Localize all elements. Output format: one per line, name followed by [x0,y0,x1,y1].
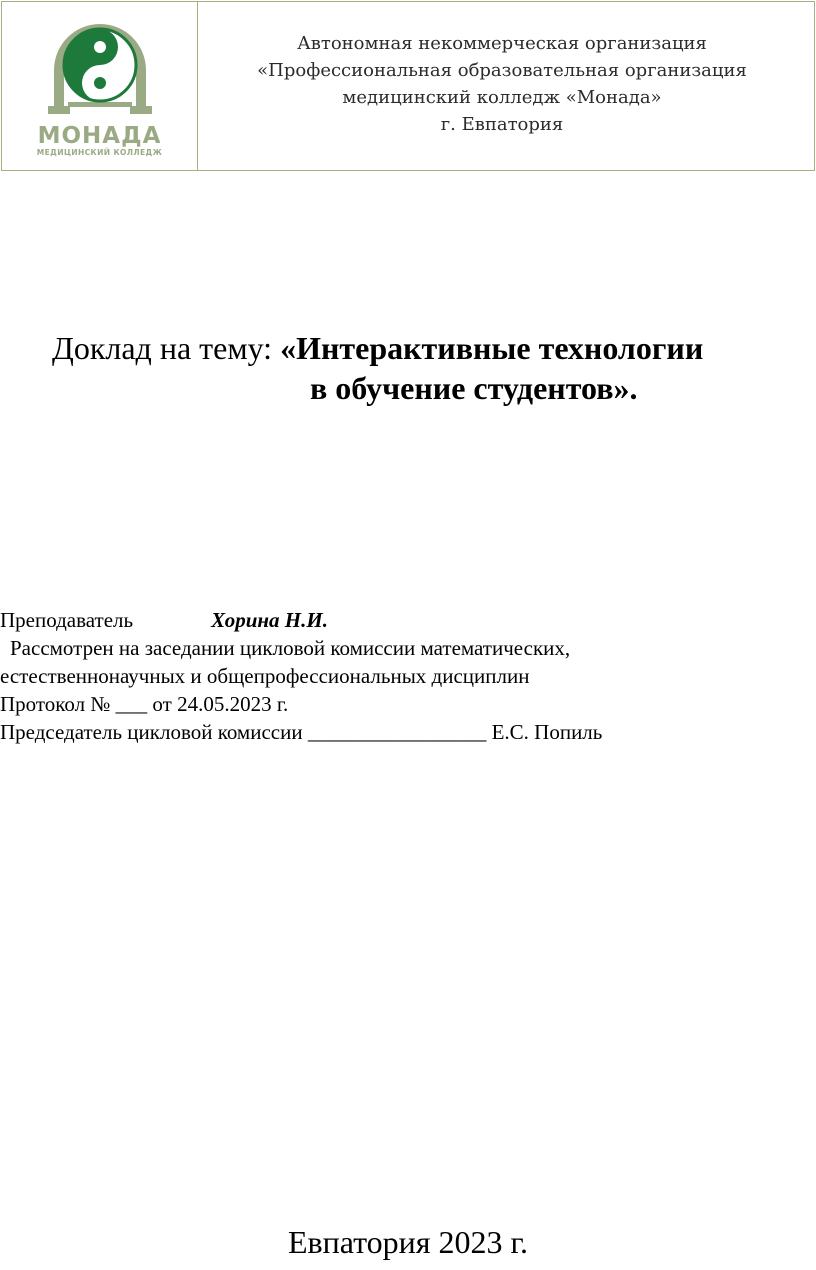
report-info [0,606,602,746]
protocol-line: Протокол № ___ от 24.05.2023 г. [0,692,289,716]
org-line: Автономная некоммерческая организация [297,33,707,54]
teacher-name: Хорина Н.И. [211,608,328,632]
org-line: «Профессиональная образовательная организация [257,60,747,81]
org-line: медицинский колледж «Монада» [342,87,662,108]
chairman-line: Председатель цикловой комиссии _________________ Е.С. Попиль [0,720,603,744]
logo-subtitle: МЕДИЦИНСКИЙ КОЛЛЕДЖ [36,148,163,157]
organization-name [198,2,814,170]
title-topic-line2: в обучение студентов». [310,370,638,406]
yin-yang-arch-icon [40,10,160,122]
teacher-label: Преподаватель [0,608,134,632]
teacher-line [0,606,602,634]
document-header [1,1,815,171]
title-prefix: Доклад на тему: [52,330,281,366]
logo-word: МОНАДА [37,123,162,149]
review-line: Рассмотрен на заседании цикловой комиссии математических, [10,636,571,660]
title-topic-line1: «Интерактивные технологии [280,330,704,366]
footer-city-year: Евпатория 2023 г. [287,1224,529,1260]
logo-cell [2,2,198,170]
org-line: г. Евпатория [440,114,564,135]
report-title [52,328,792,408]
review-line-cont: естественнонаучных и общепрофессиональных дисциплин [0,664,530,688]
